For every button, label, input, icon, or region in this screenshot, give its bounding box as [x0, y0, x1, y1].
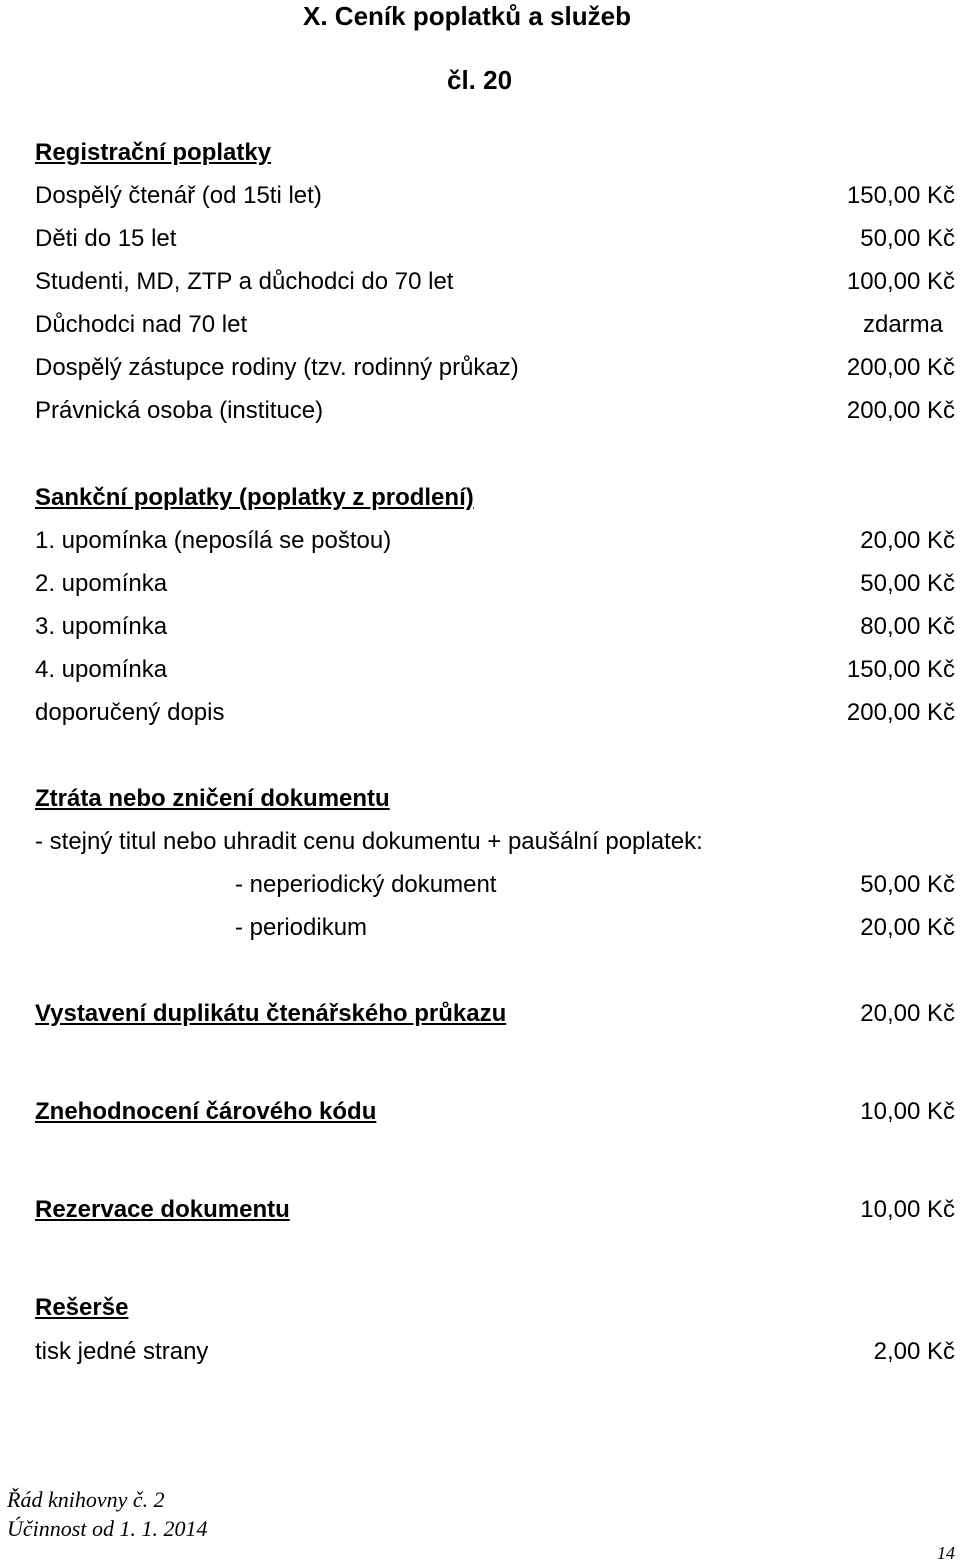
loss-row-amount: 50,00 Kč [860, 871, 955, 898]
registration-row-amount: 200,00 Kč [846, 397, 955, 424]
registration-row-label: Dospělý čtenář (od 15ti let) [35, 182, 322, 209]
loss-row-amount: 20,00 Kč [860, 914, 955, 941]
sanctions-row-label: 4. upomínka [35, 656, 168, 683]
barcode-amount: 10,00 Kč [860, 1098, 955, 1125]
article-number: čl. 20 [447, 65, 513, 95]
registration-row-amount: 50,00 Kč [860, 225, 955, 252]
duplicate-heading: Vystavení duplikátu čtenářského průkazu [35, 1000, 507, 1027]
registration-heading: Registrační poplatky [35, 139, 272, 166]
barcode-heading: Znehodnocení čárového kódu [35, 1098, 377, 1125]
registration-row-label: Důchodci nad 70 let [35, 311, 248, 338]
sanctions-row-label: 2. upomínka [35, 570, 168, 597]
sanctions-row-label: doporučený dopis [35, 699, 225, 726]
registration-row-amount: 100,00 Kč [846, 268, 955, 295]
sanctions-row-amount: 20,00 Kč [860, 527, 955, 554]
search-row-label: tisk jedné strany [35, 1338, 209, 1365]
search-row-amount: 2,00 Kč [873, 1338, 955, 1365]
reservation-heading: Rezervace dokumentu [35, 1196, 290, 1223]
sanctions-row-label: 3. upomínka [35, 613, 168, 640]
registration-row-amount: zdarma [862, 311, 943, 338]
footer-document-name: Řád knihovny č. 2 [7, 1487, 165, 1512]
registration-row-amount: 150,00 Kč [846, 182, 955, 209]
sanctions-row-amount: 50,00 Kč [860, 570, 955, 597]
reservation-amount: 10,00 Kč [860, 1196, 955, 1223]
loss-row-label: - periodikum [235, 914, 368, 941]
sanctions-row-amount: 150,00 Kč [846, 656, 955, 683]
footer-effective-date: Účinnost od 1. 1. 2014 [7, 1516, 208, 1541]
loss-heading: Ztráta nebo zničení dokumentu [35, 785, 390, 812]
sanctions-row-label: 1. upomínka (neposílá se poštou) [35, 527, 392, 554]
sanctions-row-amount: 200,00 Kč [846, 699, 955, 726]
sanctions-row-amount: 80,00 Kč [860, 613, 955, 640]
registration-row-label: Děti do 15 let [35, 225, 177, 252]
loss-row-label: - neperiodický dokument [235, 871, 497, 898]
registration-row-label: Studenti, MD, ZTP a důchodci do 70 let [35, 268, 454, 295]
loss-intro: - stejný titul nebo uhradit cenu dokumentu + paušální poplatek: [35, 828, 703, 855]
duplicate-amount: 20,00 Kč [860, 1000, 955, 1027]
registration-row-amount: 200,00 Kč [846, 354, 955, 381]
page-number: 14 [937, 1543, 955, 1563]
registration-row-label: Dospělý zástupce rodiny (tzv. rodinný průkaz) [35, 354, 519, 381]
sanctions-heading: Sankční poplatky (poplatky z prodlení) [35, 484, 474, 511]
registration-row-label: Právnická osoba (instituce) [35, 397, 324, 424]
search-heading: Rešerše [35, 1294, 129, 1321]
page-title: X. Ceník poplatků a služeb [303, 1, 631, 31]
